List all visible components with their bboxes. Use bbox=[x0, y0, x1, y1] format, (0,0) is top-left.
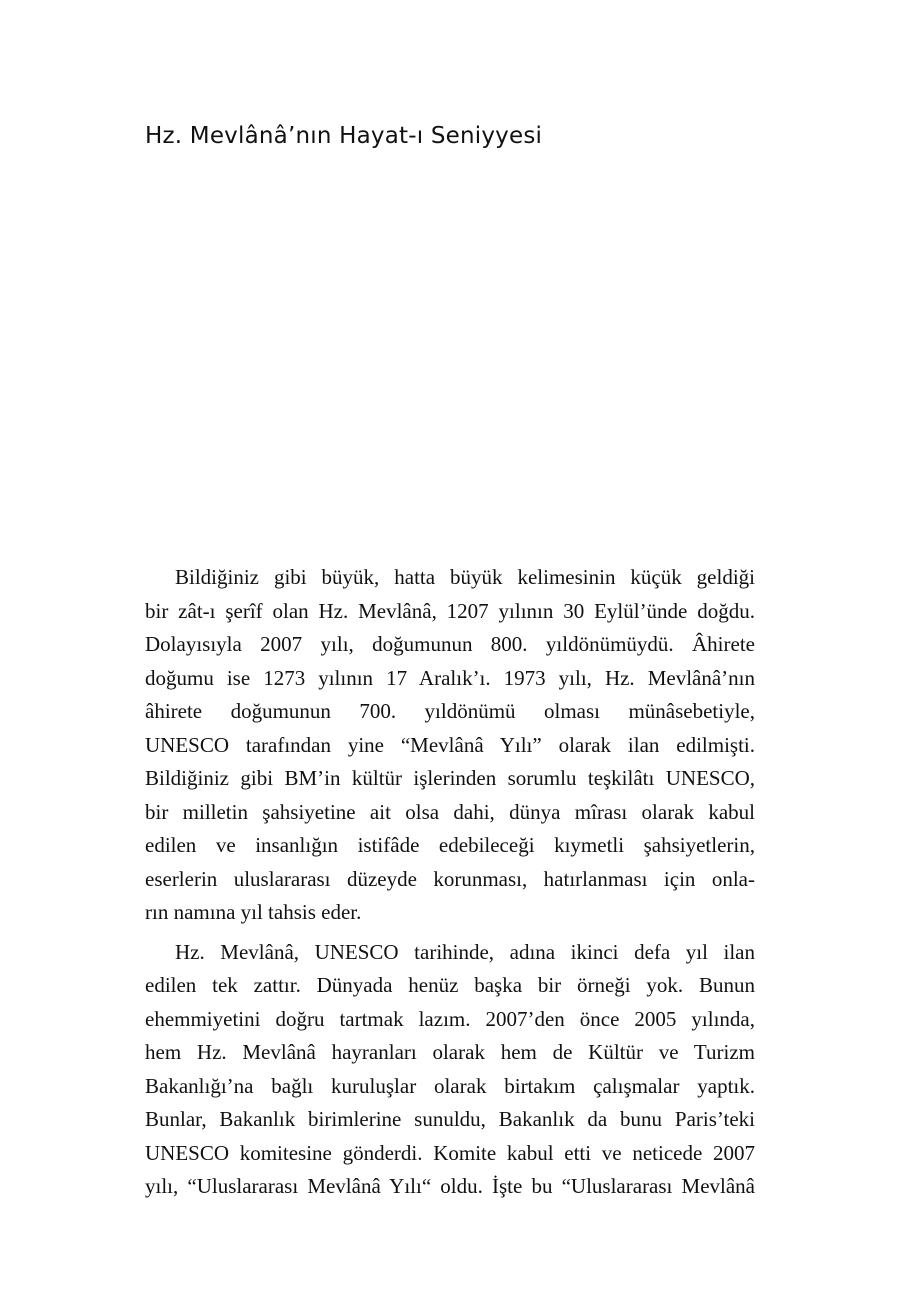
text-line: âhirete doğumunun 700. yıldönümü olması münâsebetiyle, bbox=[145, 699, 755, 723]
text-line: ehemmiyetini doğru tartmak lazım. 2007’den önce 2005 yılında, bbox=[145, 1006, 755, 1031]
text-line: yılı, “Uluslararası Mevlânâ Yılı“ oldu. İşte bu “Uluslararası Mevlânâ bbox=[145, 1174, 755, 1198]
chapter-title: Hz. Mevlânâ’nın Hayat-ı Seniyyesi bbox=[145, 123, 543, 149]
text-line: Bunlar, Bakanlık birimlerine sunuldu, Bakanlık da bunu Paris’teki bbox=[145, 1107, 755, 1131]
text-line: Hz. Mevlânâ, UNESCO tarihinde, adına ikinci defa yıl ilan bbox=[175, 939, 755, 964]
paragraph-1 bbox=[145, 561, 755, 930]
text-line: Bildiğiniz gibi büyük, hatta büyük kelimesinin küçük geldiği bbox=[175, 565, 755, 589]
body-text bbox=[145, 561, 755, 1204]
text-line: bir milletin şahsiyetine ait olsa dahi, dünya mîrası olarak kabul bbox=[145, 799, 755, 824]
paragraph-2 bbox=[145, 936, 755, 1204]
text-line: hem Hz. Mevlânâ hayranları olarak hem de Kültür ve Turizm bbox=[145, 1040, 755, 1064]
text-line: Bakanlığı’na bağlı kuruluşlar olarak birtakım çalışmalar yaptık. bbox=[145, 1073, 755, 1098]
text-line: eserlerin uluslararası düzeyde korunması, hatırlanması için onla- bbox=[145, 866, 755, 891]
text-line: UNESCO komitesine gönderdi. Komite kabul etti ve neticede 2007 bbox=[145, 1140, 755, 1165]
text-line: doğumu ise 1273 yılının 17 Aralık’ı. 1973 yılı, Hz. Mevlânâ’nın bbox=[145, 665, 755, 690]
text-line: UNESCO tarafından yine “Mevlânâ Yılı” olarak ilan edilmişti. bbox=[145, 732, 755, 757]
text-line: edilen ve insanlığın istifâde edebileceği kıymetli şahsiyetlerin, bbox=[145, 833, 755, 857]
text-line: edilen tek zattır. Dünyada henüz başka bir örneği yok. Bunun bbox=[145, 973, 755, 997]
text-line: Bildiğiniz gibi BM’in kültür işlerinden sorumlu teşkilâtı UNESCO, bbox=[145, 766, 755, 790]
text-line: Dolayısıyla 2007 yılı, doğumunun 800. yıldönümüydü. Âhirete bbox=[145, 632, 755, 656]
text-line: rın namına yıl tahsis eder. bbox=[145, 900, 362, 924]
text-line: bir zât-ı şerîf olan Hz. Mevlânâ, 1207 yılının 30 Eylül’ünde doğdu. bbox=[145, 598, 755, 623]
